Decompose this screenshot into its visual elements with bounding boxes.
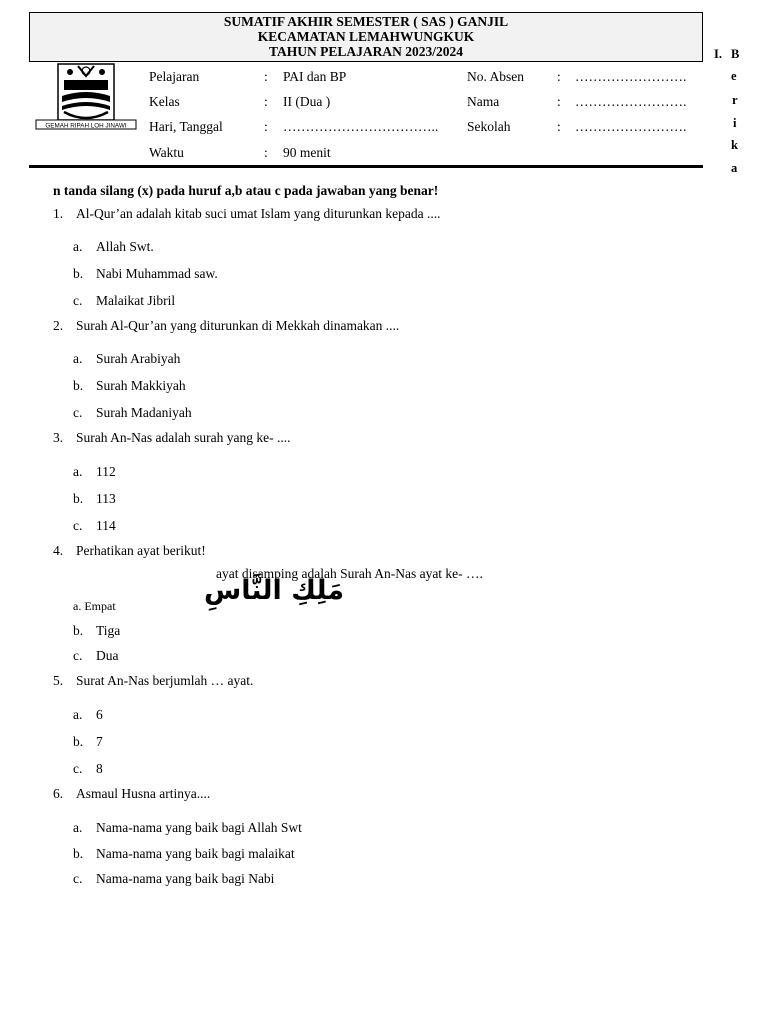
option-letter: b.: [73, 491, 84, 506]
label-sekolah: Sekolah: [467, 119, 511, 134]
option-letter: b.: [73, 846, 84, 861]
option-text: Nama-nama yang baik bagi Allah Swt: [96, 820, 302, 835]
arabic-verse: مَلِكِ النَّاسِ: [204, 575, 345, 606]
option-text: 8: [96, 761, 103, 776]
arabic-verse-image: [78, 567, 345, 613]
label-hari-tanggal: Hari, Tanggal: [149, 119, 223, 134]
option-letter: c.: [73, 761, 83, 776]
option-text: Surah Makkiyah: [96, 378, 186, 393]
option-letter: c.: [73, 518, 83, 533]
option-letter: a.: [73, 820, 83, 835]
question-number: 2.: [53, 318, 64, 333]
option-letter: c.: [73, 405, 83, 420]
option-letter: b.: [73, 623, 84, 638]
option-text: Nama-nama yang baik bagi Nabi: [96, 871, 275, 886]
colon: :: [557, 69, 561, 84]
question-text: Asmaul Husna artinya....: [76, 786, 211, 801]
option-text: Nama-nama yang baik bagi malaikat: [96, 846, 295, 861]
option-letter: b.: [73, 734, 84, 749]
option-letter: b.: [73, 378, 84, 393]
option-text: Surah Arabiyah: [96, 351, 181, 366]
value-no-absen: …………………….: [575, 69, 687, 84]
option-letter: c.: [73, 648, 83, 663]
option-text: Allah Swt.: [96, 239, 154, 254]
side-letter: a: [731, 161, 738, 175]
value-hari-tanggal: ……………………………..: [283, 119, 439, 134]
side-letter: e: [731, 69, 737, 83]
option-letter: b.: [73, 266, 84, 281]
colon: :: [557, 94, 561, 109]
question-text: Surah Al-Qur’an yang diturunkan di Mekkah dinamakan ....: [76, 318, 400, 333]
value-sekolah: …………………….: [575, 119, 687, 134]
value-waktu: 90 menit: [283, 145, 331, 160]
value-kelas: II (Dua ): [283, 94, 331, 109]
option-letter: a.: [73, 239, 83, 254]
label-no-absen: No. Absen: [467, 69, 524, 84]
option-text: 114: [96, 518, 116, 533]
side-letter: i: [733, 116, 737, 130]
colon: :: [264, 69, 268, 84]
option-text: 7: [96, 734, 103, 749]
option-text: Tiga: [96, 623, 121, 638]
instruction-text: n tanda silang (x) pada huruf a,b atau c pada jawaban yang benar!: [53, 183, 439, 198]
option-text: Surah Madaniyah: [96, 405, 192, 420]
question-number: 5.: [53, 673, 64, 688]
side-letter: r: [732, 93, 738, 107]
colon: :: [557, 119, 561, 134]
option-text: 112: [96, 464, 116, 479]
header-divider: [29, 165, 703, 168]
value-pelajaran: PAI dan BP: [283, 69, 347, 84]
header-district: KECAMATAN LEMAHWUNGKUK: [257, 29, 475, 44]
question-text: Al-Qur’an adalah kitab suci umat Islam yang diturunkan kepada ....: [76, 206, 441, 221]
option-letter: c.: [73, 871, 83, 886]
option-text: Nabi Muhammad saw.: [96, 266, 218, 281]
side-letter: k: [731, 138, 738, 152]
header-title: SUMATIF AKHIR SEMESTER ( SAS ) GANJIL: [223, 14, 509, 29]
label-pelajaran: Pelajaran: [149, 69, 200, 84]
question-text: Perhatikan ayat berikut!: [76, 543, 206, 558]
question-number: 1.: [53, 206, 64, 221]
option-letter: a.: [73, 351, 83, 366]
question-4-prompt: ayat disamping adalah Surah An-Nas ayat ke- ….: [216, 566, 483, 581]
exam-header: [29, 12, 703, 62]
colon: :: [264, 119, 268, 134]
header-year: TAHUN PELAJARAN 2023/2024: [268, 44, 463, 59]
question-text: Surah An-Nas adalah surah yang ke- ....: [76, 430, 291, 445]
question-number: 4.: [53, 543, 64, 558]
option-letter: a.: [73, 464, 83, 479]
option-letter: c.: [73, 293, 83, 308]
side-letter: I.: [714, 47, 722, 61]
question-text: Surat An-Nas berjumlah … ayat.: [76, 673, 254, 688]
partially-hidden-option: a. Empat: [73, 599, 116, 613]
label-waktu: Waktu: [149, 145, 184, 160]
label-nama: Nama: [467, 94, 500, 109]
question-number: 3.: [53, 430, 64, 445]
option-letter: a.: [73, 707, 83, 722]
colon: :: [264, 145, 268, 160]
side-letter: B: [731, 47, 740, 61]
option-text: Dua: [96, 648, 119, 663]
option-text: 6: [96, 707, 103, 722]
option-text: Malaikat Jibril: [96, 293, 176, 308]
value-nama: …………………….: [575, 94, 687, 109]
cirebon-logo: [34, 62, 138, 132]
label-kelas: Kelas: [149, 94, 180, 109]
logo-motto: GEMAH RIPAH LOH JINAWI: [45, 122, 127, 130]
colon: :: [264, 94, 268, 109]
option-text: 113: [96, 491, 116, 506]
question-number: 6.: [53, 786, 64, 801]
